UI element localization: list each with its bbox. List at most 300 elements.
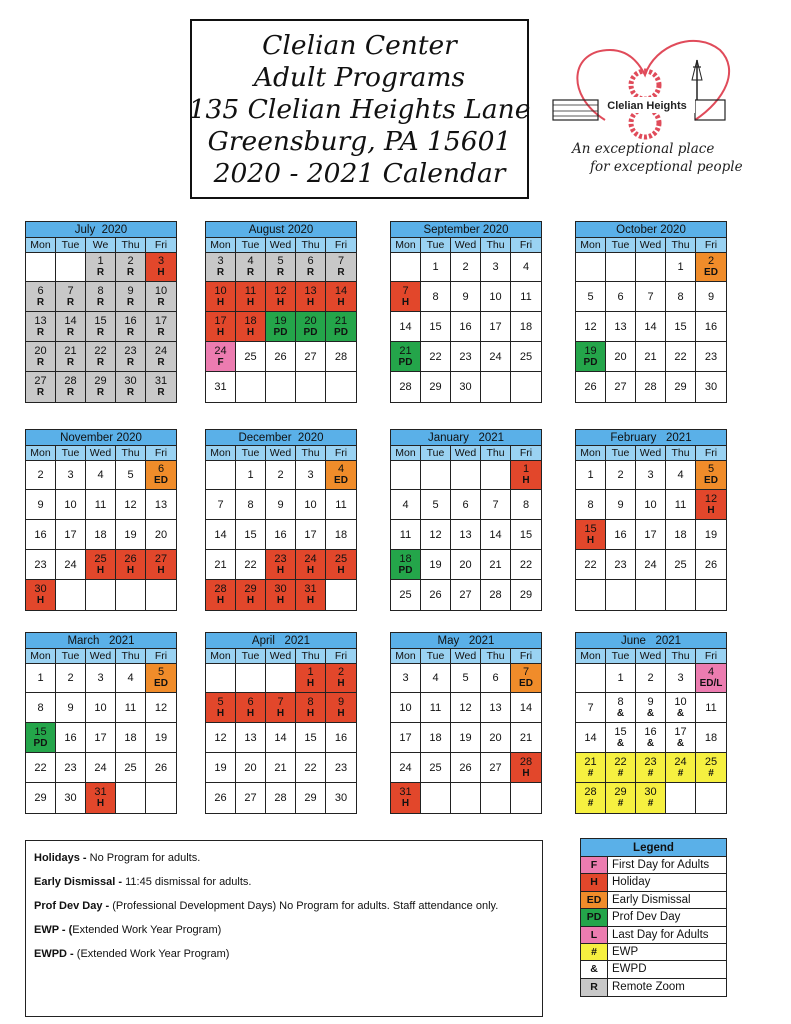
day-number: 5 (462, 672, 469, 684)
day-number: 20 (244, 761, 257, 774)
week-row (26, 253, 176, 282)
day-cell (391, 723, 421, 752)
day-number: 7 (647, 290, 654, 303)
day-number: 6 (157, 463, 165, 475)
day-number: 8 (97, 284, 104, 297)
day-header: Mon (206, 649, 236, 663)
day-cell (56, 550, 86, 579)
day-number: 28 (519, 755, 533, 768)
day-cell (236, 253, 266, 281)
day-code: R (126, 326, 135, 338)
legend-item (581, 909, 726, 926)
week-row (576, 342, 726, 372)
legend-text: Early Dismissal (612, 893, 691, 906)
day-cell (86, 664, 116, 692)
week-row (576, 282, 726, 312)
day-cell (266, 461, 296, 489)
day-header: Wed (86, 446, 116, 460)
week-row (391, 580, 541, 610)
day-cell (56, 693, 86, 722)
day-code: R (36, 296, 45, 308)
day-cell (86, 520, 116, 549)
day-code: H (246, 595, 255, 606)
title-line: Adult Programs (253, 62, 466, 93)
week-row (26, 372, 176, 402)
day-number: 10 (154, 284, 168, 297)
day-cell (146, 783, 176, 813)
day-cell (451, 253, 481, 281)
day-code: R (246, 267, 255, 278)
day-code: H (36, 595, 45, 606)
day-cell (481, 253, 511, 281)
legend-item (581, 874, 726, 891)
day-number: 6 (492, 672, 499, 684)
day-cell (696, 783, 726, 813)
day-code: R (276, 267, 285, 278)
day-number: 2 (127, 255, 134, 267)
day-cell (266, 580, 296, 610)
day-number: 28 (644, 381, 657, 393)
day-header: Mon (206, 238, 236, 252)
day-cell (606, 723, 636, 752)
day-number: 21 (399, 344, 412, 357)
day-cell (206, 342, 236, 371)
day-cell (666, 372, 696, 402)
day-code: PD (398, 564, 413, 576)
day-cell (391, 753, 421, 782)
day-code: & (676, 737, 685, 749)
day-cell (696, 580, 726, 610)
day-number: 26 (274, 350, 287, 363)
title-line: 2020 - 2021 Calendar (213, 158, 506, 189)
day-cell (451, 723, 481, 752)
week-row (576, 520, 726, 550)
day-number: 5 (127, 469, 134, 481)
day-cell (146, 312, 176, 341)
legend-item (581, 927, 726, 944)
day-code: R (126, 267, 135, 278)
day-cell (146, 580, 176, 610)
day-code: & (616, 707, 625, 719)
day-cell (266, 253, 296, 281)
month-calendar (575, 221, 727, 403)
day-cell (666, 312, 696, 341)
day-cell (451, 342, 481, 371)
day-header-row (26, 238, 176, 253)
day-cell (451, 520, 481, 549)
day-cell (236, 693, 266, 722)
day-code: ED (334, 475, 348, 486)
day-code: H (126, 564, 135, 576)
day-code: H (276, 595, 285, 606)
day-header: Wed (636, 446, 666, 460)
day-cell (511, 580, 541, 610)
note-early-dismissal: Early Dismissal - 11:45 dismissal for adults. (34, 876, 252, 888)
day-cell (696, 490, 726, 519)
day-header: Mon (26, 649, 56, 663)
day-header: Thu (296, 238, 326, 252)
day-code: & (646, 707, 655, 719)
day-cell (696, 664, 726, 692)
day-header: Fri (326, 446, 356, 460)
day-number: 5 (587, 290, 594, 303)
day-number: 5 (432, 498, 439, 511)
day-header: Mon (26, 238, 56, 252)
title-line: 135 Clelian Heights Lane (188, 94, 531, 125)
week-row (576, 253, 726, 282)
day-cell (206, 282, 236, 311)
day-cell (606, 580, 636, 610)
day-cell (266, 753, 296, 782)
title-line: Clelian Center (262, 30, 457, 61)
week-row (206, 253, 356, 282)
day-cell (206, 372, 236, 402)
day-code: H (707, 504, 715, 516)
week-row (26, 753, 176, 783)
day-number: 9 (647, 695, 654, 708)
day-cell (86, 550, 116, 579)
day-header: Tue (421, 238, 451, 252)
day-code: ED (704, 267, 718, 278)
day-cell (146, 282, 176, 311)
day-number: 12 (584, 320, 597, 333)
day-number: 3 (97, 672, 104, 684)
day-cell (326, 312, 356, 341)
day-number: 30 (64, 792, 77, 804)
day-code: H (337, 564, 345, 576)
day-number: 18 (429, 731, 442, 744)
day-number: 14 (584, 731, 597, 744)
day-header: Fri (146, 649, 176, 663)
day-cell (606, 783, 636, 813)
day-cell (86, 723, 116, 752)
day-number: 19 (154, 731, 168, 744)
day-number: 4 (707, 666, 715, 678)
legend-text: Last Day for Adults (612, 928, 709, 941)
day-number: 12 (154, 701, 168, 714)
day-cell (576, 783, 606, 813)
day-header: Thu (481, 238, 511, 252)
week-row (26, 282, 176, 312)
day-number: 4 (677, 469, 684, 481)
day-code: R (66, 326, 75, 338)
month-title: September 2020 (391, 222, 541, 238)
week-row (576, 723, 726, 753)
day-cell (391, 461, 421, 489)
day-header: Thu (666, 446, 696, 460)
day-cell (606, 520, 636, 549)
day-header: Fri (696, 446, 726, 460)
day-header: Mon (391, 446, 421, 460)
day-number: 17 (304, 528, 317, 541)
day-code: R (306, 267, 315, 278)
day-cell (116, 520, 146, 549)
day-cell (26, 490, 56, 519)
day-code: H (157, 564, 165, 576)
day-code: H (246, 326, 255, 338)
day-cell (146, 461, 176, 489)
day-number: 12 (214, 731, 227, 744)
day-cell (696, 520, 726, 549)
legend-item (581, 979, 726, 996)
week-row (576, 753, 726, 783)
day-number: 4 (337, 463, 345, 475)
day-cell (391, 783, 421, 813)
day-header: Wed (451, 446, 481, 460)
day-cell (421, 461, 451, 489)
day-number: 18 (399, 552, 412, 565)
day-code: R (96, 267, 105, 278)
day-cell (116, 693, 146, 722)
day-cell (511, 753, 541, 782)
day-number: 21 (64, 344, 77, 357)
day-number: 17 (674, 725, 687, 738)
day-code: H (216, 326, 225, 338)
day-number: 11 (244, 284, 257, 297)
day-cell (636, 520, 666, 549)
day-number: 30 (334, 792, 348, 804)
day-header: Fri (696, 649, 726, 663)
week-row (26, 550, 176, 580)
day-number: 1 (37, 672, 44, 684)
day-cell (116, 282, 146, 311)
day-code: R (157, 387, 165, 398)
day-number: 24 (94, 761, 107, 774)
day-code: PD (398, 356, 413, 368)
day-header: Fri (511, 446, 541, 460)
day-code: H (216, 296, 225, 308)
note-prof-dev: Prof Dev Day - (Professional Development Days) No Program for adults. Staff attendance only. (34, 900, 499, 912)
week-row (576, 550, 726, 580)
day-number: 14 (489, 528, 502, 541)
day-header: Wed (451, 238, 481, 252)
day-cell (636, 693, 666, 722)
day-cell (636, 753, 666, 782)
day-number: 1 (677, 261, 684, 273)
day-code: R (157, 296, 165, 308)
day-cell (206, 520, 236, 549)
day-code: H (96, 564, 105, 576)
day-number: 15 (614, 725, 627, 738)
day-cell (296, 664, 326, 692)
week-row (26, 664, 176, 693)
day-number: 16 (644, 725, 657, 738)
day-cell (296, 550, 326, 579)
day-number: 29 (614, 786, 627, 798)
day-cell (576, 753, 606, 782)
day-number: 21 (644, 350, 657, 363)
day-number: 17 (64, 528, 77, 541)
day-cell (206, 783, 236, 813)
day-code: PD (583, 356, 598, 368)
day-code: R (157, 356, 165, 368)
day-header: Wed (636, 649, 666, 663)
day-code: H (157, 267, 165, 278)
day-code: H (337, 707, 345, 719)
day-code: H (216, 707, 225, 719)
day-number: 3 (677, 672, 684, 684)
day-cell (86, 461, 116, 489)
day-cell (511, 342, 541, 371)
day-header: Wed (266, 238, 296, 252)
day-number: 11 (705, 701, 717, 714)
day-number: 8 (247, 498, 254, 511)
day-cell (606, 753, 636, 782)
day-header: Wed (266, 649, 296, 663)
day-number: 19 (704, 528, 718, 541)
day-cell (56, 753, 86, 782)
day-cell (481, 783, 511, 813)
day-cell (696, 693, 726, 722)
day-cell (481, 282, 511, 311)
day-number: 1 (307, 666, 314, 678)
day-cell (606, 461, 636, 489)
day-cell (451, 580, 481, 610)
day-header-row (576, 649, 726, 664)
day-number: 21 (274, 761, 287, 774)
month-calendar (205, 429, 357, 611)
day-cell (146, 342, 176, 371)
day-header: Mon (576, 649, 606, 663)
day-number: 3 (647, 469, 654, 481)
day-cell (266, 312, 296, 341)
day-number: 28 (64, 375, 77, 387)
day-code: H (522, 767, 530, 779)
day-cell (636, 580, 666, 610)
day-cell (296, 723, 326, 752)
day-cell (26, 461, 56, 489)
day-cell (511, 372, 541, 402)
day-cell (206, 580, 236, 610)
week-row (206, 342, 356, 372)
day-cell (326, 372, 356, 402)
day-cell (576, 693, 606, 722)
day-cell (576, 253, 606, 281)
day-header: Wed (636, 238, 666, 252)
day-cell (26, 723, 56, 752)
week-row (391, 520, 541, 550)
day-number: 14 (274, 731, 287, 744)
day-header: Thu (296, 649, 326, 663)
day-cell (56, 372, 86, 402)
day-cell (606, 253, 636, 281)
day-cell (451, 550, 481, 579)
legend-item (581, 892, 726, 909)
day-cell (326, 664, 356, 692)
day-number: 17 (644, 528, 657, 541)
day-header: Tue (56, 649, 86, 663)
day-number: 13 (459, 528, 472, 541)
week-row (26, 783, 176, 813)
day-cell (266, 372, 296, 402)
day-header: Thu (666, 238, 696, 252)
day-cell (236, 753, 266, 782)
day-cell (26, 753, 56, 782)
day-cell (391, 372, 421, 402)
day-cell (26, 253, 56, 281)
day-header: Tue (236, 238, 266, 252)
day-cell (511, 723, 541, 752)
day-cell (206, 753, 236, 782)
legend-text: First Day for Adults (612, 859, 710, 871)
day-cell (326, 693, 356, 722)
day-cell (451, 664, 481, 692)
day-code: # (617, 798, 624, 809)
day-cell (326, 490, 356, 519)
day-code: H (96, 798, 105, 809)
day-header-row (26, 649, 176, 664)
day-number: 22 (304, 761, 317, 774)
day-cell (56, 312, 86, 341)
day-code: PD (33, 737, 48, 749)
day-number: 10 (304, 498, 317, 511)
day-cell (206, 723, 236, 752)
day-cell (296, 520, 326, 549)
day-cell (206, 312, 236, 341)
day-number: 10 (64, 498, 77, 511)
day-number: 15 (304, 731, 317, 744)
month-calendar (390, 429, 542, 611)
week-row (206, 520, 356, 550)
day-cell (26, 580, 56, 610)
day-cell (86, 342, 116, 371)
day-cell (636, 342, 666, 371)
day-cell (206, 664, 236, 692)
day-cell (236, 550, 266, 579)
day-header: Thu (666, 649, 696, 663)
day-number: 4 (97, 469, 104, 481)
legend-symbol: PD (581, 909, 608, 925)
day-number: 25 (519, 350, 533, 363)
day-number: 12 (274, 284, 287, 297)
day-number: 22 (614, 755, 627, 768)
day-number: 27 (304, 350, 317, 363)
day-header-row (206, 446, 356, 461)
month-calendar (25, 221, 177, 403)
day-number: 13 (154, 498, 168, 511)
day-header: Wed (86, 649, 116, 663)
week-row (206, 753, 356, 783)
day-number: 1 (97, 255, 104, 267)
day-code: H (276, 707, 285, 719)
legend-text: Prof Dev Day (612, 911, 681, 924)
week-row (576, 580, 726, 610)
month-title: October 2020 (576, 222, 726, 238)
day-code: & (646, 737, 655, 749)
day-cell (26, 372, 56, 402)
day-cell (391, 693, 421, 722)
day-number: 18 (94, 528, 107, 541)
day-number: 31 (214, 381, 227, 393)
day-cell (606, 550, 636, 579)
day-cell (481, 342, 511, 371)
week-row (391, 342, 541, 372)
day-cell (511, 664, 541, 692)
week-row (391, 753, 541, 783)
day-cell (696, 312, 726, 341)
day-cell (266, 520, 296, 549)
day-number: 13 (304, 284, 317, 297)
day-number: 6 (617, 290, 624, 303)
day-number: 4 (247, 255, 254, 267)
day-header: Wed (451, 649, 481, 663)
day-cell (236, 312, 266, 341)
day-number: 25 (124, 761, 137, 774)
day-number: 6 (247, 695, 254, 708)
week-row (206, 312, 356, 342)
legend-title: Legend (581, 839, 726, 857)
day-number: 1 (247, 469, 254, 481)
